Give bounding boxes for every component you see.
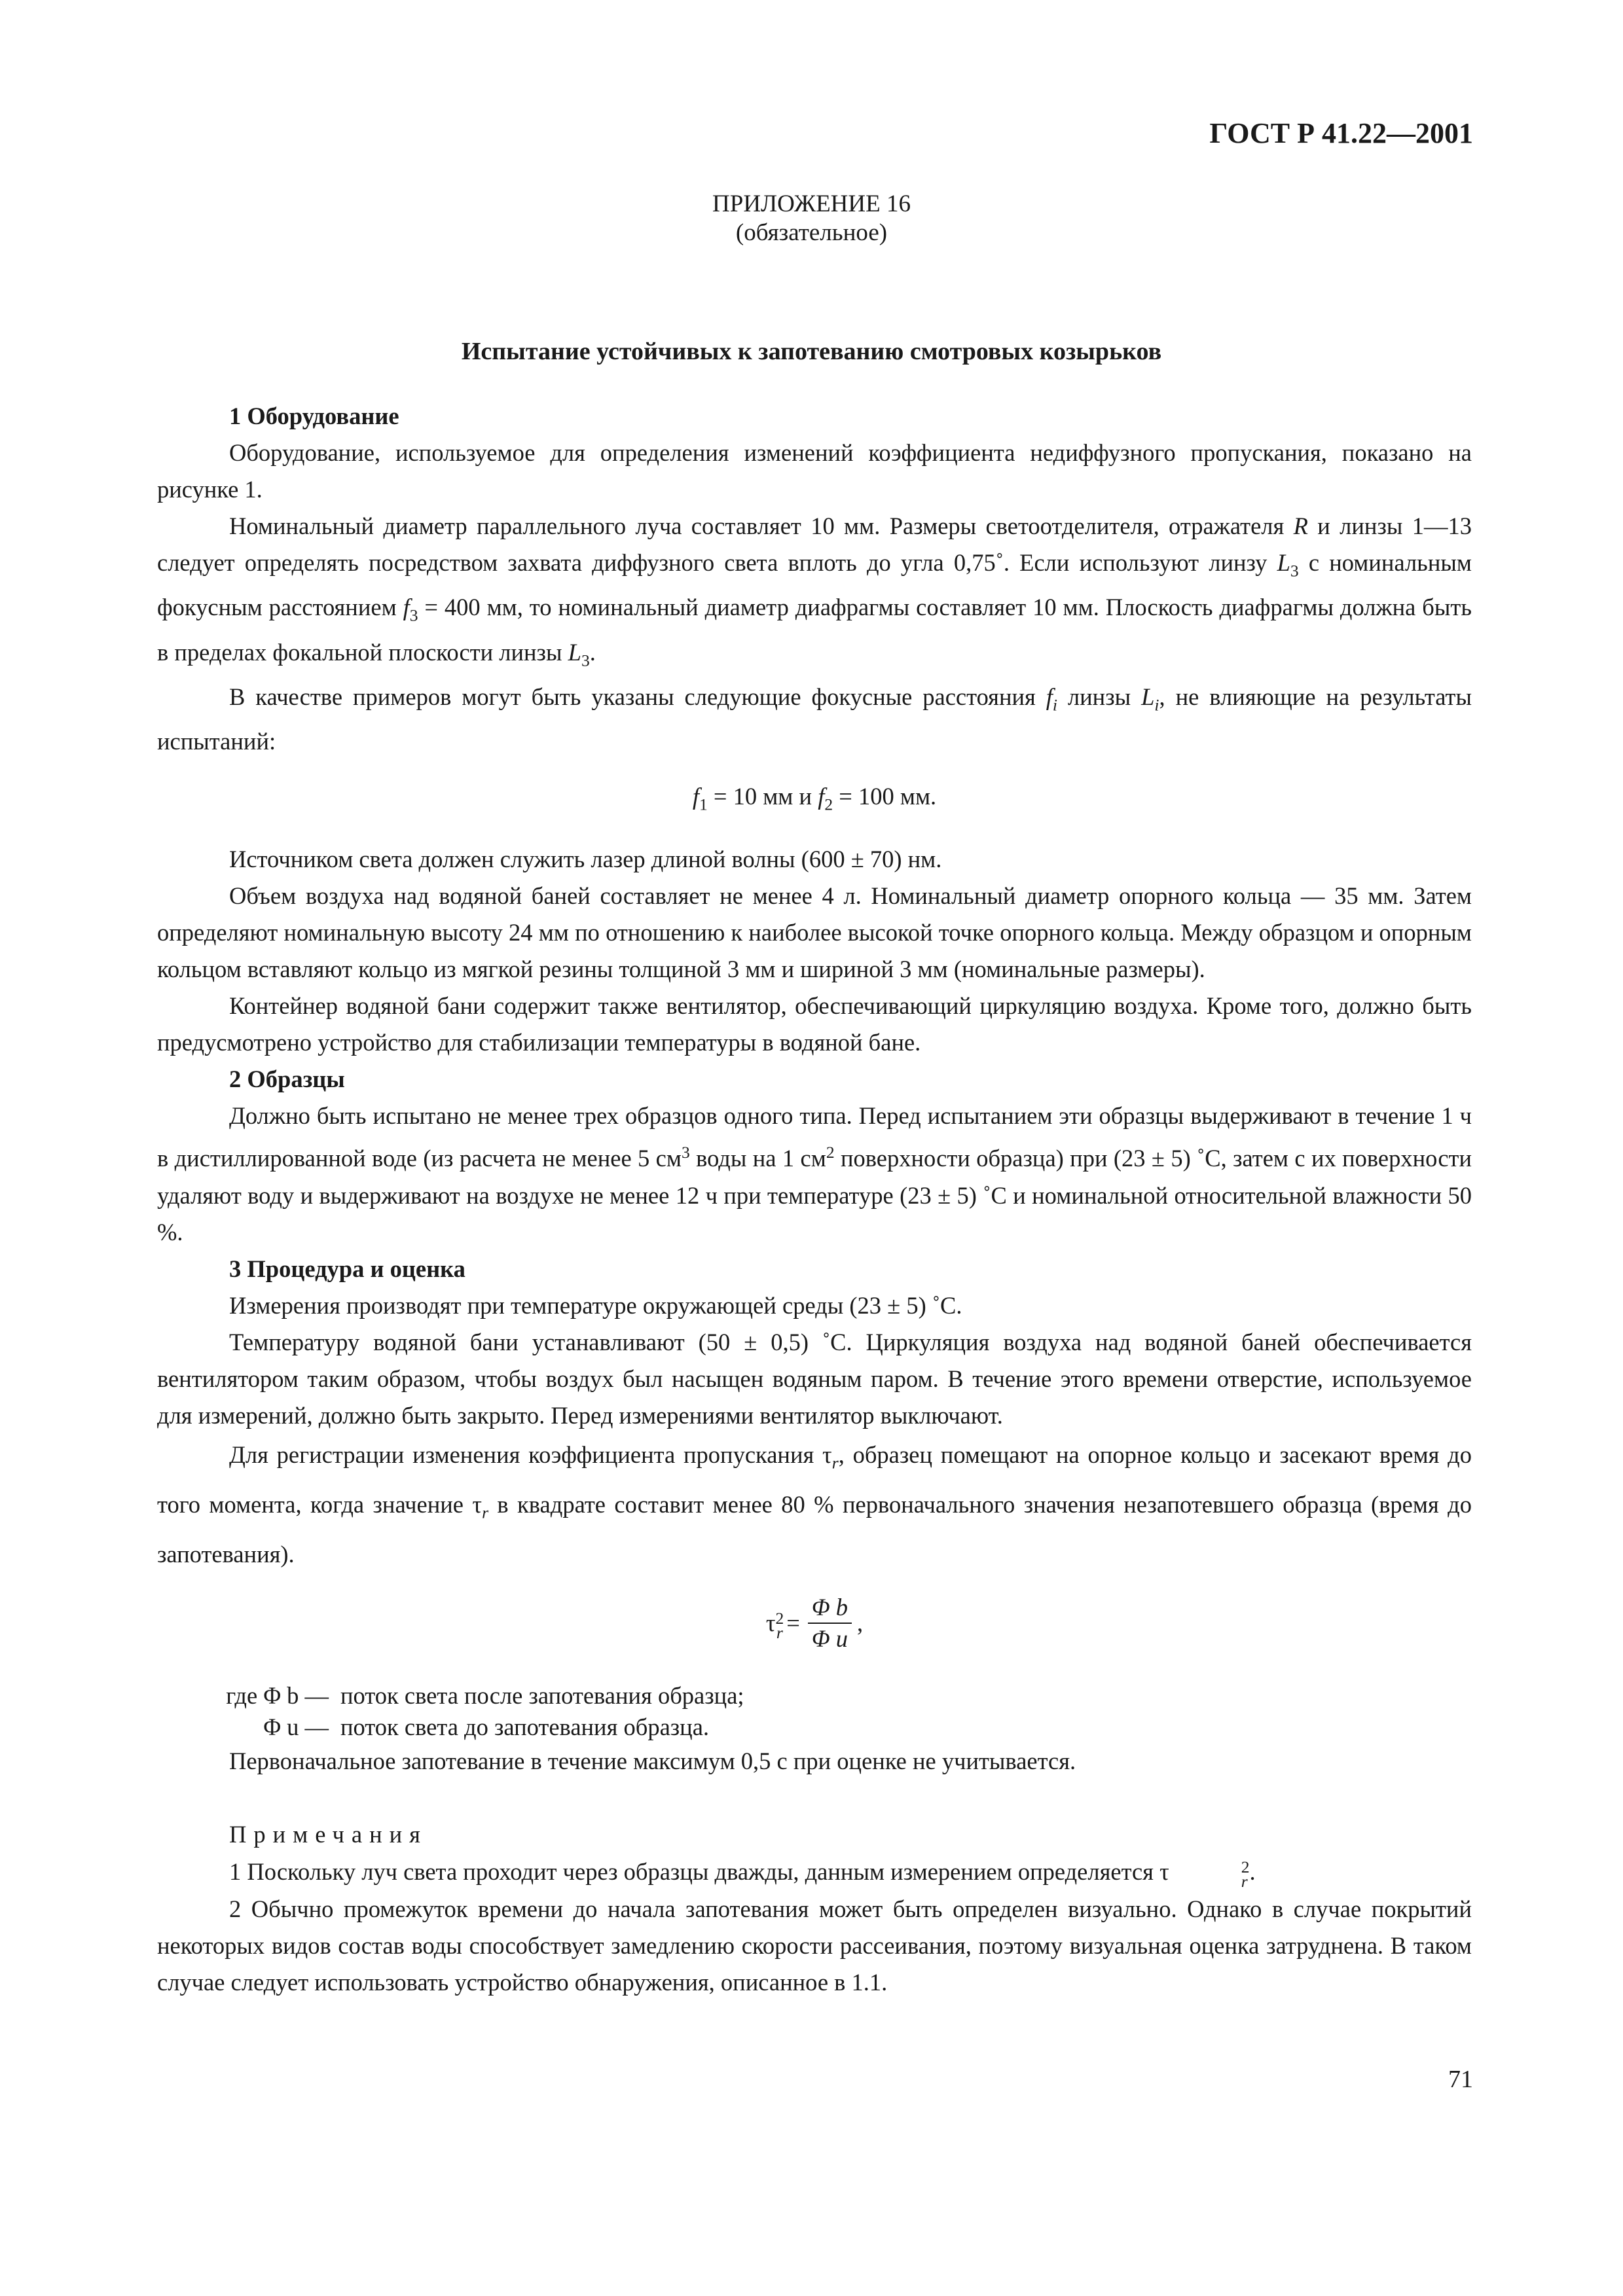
- paragraph: Должно быть испытано не менее трех образцов одного типа. Перед испытанием эти образцы выдерживают в течение 1 ч в дистиллированной воде (из расчета не менее 5 $см^3$ воды на 1 $см^2$ поверхности образца) при (23 ± 5) ˚С, затем с их поверхности удаляют воду и выдерживают на воздухе не менее 12 ч при температуре (23 ± 5) ˚С и номинальной относительной влажности 50 %.: [157, 1102, 1472, 1246]
- paragraph: В качестве примеров могут быть указаны следующие фокусные расстояния $f_i$ линзы $L_i$, не влияющие на результаты испытаний:: [157, 683, 1472, 755]
- formula-lhs: τ 2 r: [765, 1608, 784, 1642]
- formula-fraction: $\frac{\text{Φ b}}{\text{Φ u}}$: [808, 1592, 852, 1654]
- notes-heading: Примечания: [229, 1821, 428, 1848]
- paragraph: Контейнер водяной бани содержит также вентилятор, обеспечивающий циркуляцию воздуха. Кроме того, должно быть предусмотрено устройство для стабилизации температуры в водяной бане.: [157, 992, 1472, 1056]
- note-1: 1 Поскольку луч света проходит через образцы дважды, данным измерением определяется τ 2 r .: [229, 1857, 1256, 1891]
- appendix-label: ПРИЛОЖЕНИЕ 16: [712, 190, 911, 217]
- standard-number: ГОСТ Р 41.22—2001: [1209, 117, 1473, 149]
- heading-equipment: 1 Оборудование: [229, 403, 399, 429]
- heading-procedure: 3 Процедура и оценка: [229, 1255, 465, 1282]
- appendix-status: (обязательное): [735, 219, 888, 246]
- formula-legend: где Φ b — поток света после запотевания образца; Φ u — поток света до запотевания образца.: [226, 1682, 744, 1741]
- paragraph: Оборудование, используемое для определения изменений коэффициента недиффузного пропускания, показано на рисунке 1.: [157, 439, 1472, 503]
- paragraph: Источником света должен служить лазер длиной волны (600 ± 70) нм.: [229, 846, 942, 873]
- document-body: [157, 398, 1472, 2001]
- focal-lengths-equation: $f_1 = 10$ мм и $f_2 = 100$ мм.: [692, 783, 937, 814]
- page-number: 71: [1448, 2066, 1473, 2093]
- note-2: 2 Обычно промежуток времени до начала запотевания может быть определен визуально. Однако в случае покрытий некоторых видов состав воды способствует замедлению скорости рассеивания, поэтому визуальная оценка затруднена. В таком случае следует использовать устройство обнаружения, описанное в 1.1.: [157, 1895, 1472, 1996]
- section-title: Испытание устойчивых к запотеванию смотровых козырьков: [461, 338, 1162, 365]
- paragraph: Температуру водяной бани устанавливают (50 ± 0,5) ˚С. Циркуляция воздуха над водяной баней обеспечивается вентилятором таким образом, чтобы воздух был насыщен водяным паром. В течение этого времени отверстие, используемое для измерений, должно быть закрыто. Перед измерениями вентилятор выключают.: [157, 1328, 1472, 1429]
- paragraph: Измерения производят при температуре окружающей среды (23 ± 5) ˚С.: [229, 1291, 962, 1319]
- paragraph: Номинальный диаметр параллельного луча составляет 10 мм. Размеры светоотделителя, отражателя R и линзы 1—13 следует определять посредством захвата диффузного света вплоть до угла 0,75˚. Если используют линзу $L_3$ с номинальным фокусным расстоянием $f_3 = 400$ мм, то номинальный диаметр диафрагмы составляет 10 мм. Плоскость диафрагмы должна быть в пределах фокальной плоскости линзы $L_3$.: [157, 512, 1472, 670]
- paragraph: Первоначальное запотевание в течение максимум 0,5 с при оценке не учитывается.: [229, 1748, 1076, 1775]
- paragraph: Для регистрации изменения коэффициента пропускания $\tau_r$, образец помещают на опорное кольцо и засекают время до того момента, когда значение $\tau_r$ в квадрате составит менее 80 % первоначального значения незапотевшего образца (время до запотевания).: [157, 1441, 1472, 1568]
- transmittance-formula: τ 2 r = $\frac{\text{Φ b}}{\text{Φ u}}$ ,: [157, 1592, 1472, 1664]
- paragraph: Объем воздуха над водяной баней составляет не менее 4 л. Номинальный диаметр опорного кольца — 35 мм. Затем определяют номинальную высоту 24 мм по отношению к наиболее высокой точке опорного кольца. Между образцом и опорным кольцом вставляют кольцо из мягкой резины толщиной 3 мм и шириной 3 мм (номинальные размеры).: [157, 882, 1472, 983]
- heading-samples: 2 Образцы: [229, 1066, 345, 1093]
